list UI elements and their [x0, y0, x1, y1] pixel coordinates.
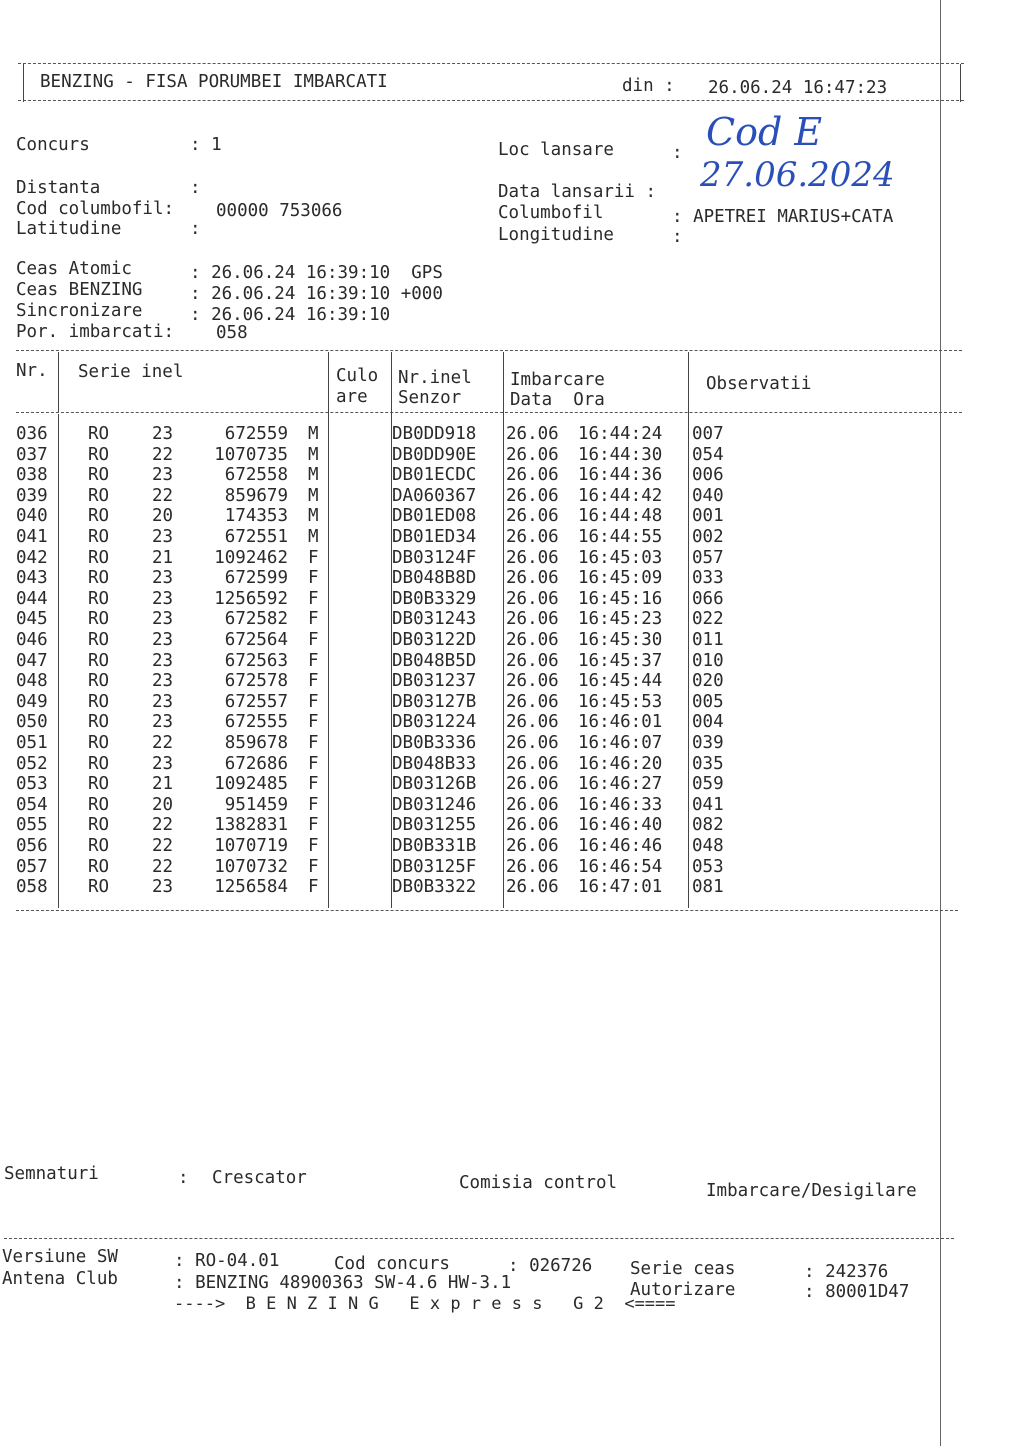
- row-sensor: DB03126B: [392, 774, 477, 795]
- cod-concurs-value: : 026726: [508, 1256, 593, 1276]
- longitudine-colon: :: [672, 227, 683, 247]
- row-nr: 036: [16, 424, 48, 444]
- row-nr: 049: [16, 691, 48, 712]
- row-ring-number: 672551: [224, 527, 288, 547]
- table-row: [16, 568, 736, 589]
- row-date: 26.06: [506, 568, 559, 589]
- row-sensor: DB031243: [392, 609, 477, 630]
- table-row: [16, 754, 736, 775]
- col-header-observatii: Observatii: [706, 374, 812, 394]
- table-row: [16, 527, 736, 548]
- row-sensor: DB01ECDC: [392, 465, 477, 486]
- row-country: RO: [88, 630, 110, 650]
- table-row: [16, 651, 736, 672]
- row-time: 16:46:33: [578, 794, 663, 815]
- row-sex: F: [308, 609, 319, 630]
- row-year: 22: [152, 856, 174, 877]
- col-header-imbarcare-1: Imbarcare: [510, 370, 605, 390]
- row-ring-number: 672564: [224, 630, 288, 650]
- row-sex: F: [308, 650, 319, 671]
- row-country: RO: [88, 650, 110, 671]
- table-header-rule: [16, 412, 962, 413]
- row-ring-number: 672582: [224, 609, 288, 630]
- row-date: 26.06: [506, 527, 559, 547]
- row-observatii: 041: [692, 794, 724, 815]
- table-top-rule: [16, 350, 962, 351]
- antena-club-value: : BENZING 48900363 SW-4.6 HW-3.1: [174, 1273, 512, 1293]
- row-country: RO: [88, 547, 110, 568]
- table-row: [16, 589, 736, 610]
- signature-crescator: Crescator: [212, 1168, 307, 1188]
- header-date-value: 26.06.24 16:47:23: [708, 78, 888, 98]
- table-row: [16, 733, 736, 754]
- row-sex: F: [308, 733, 319, 753]
- row-sex: F: [308, 671, 319, 692]
- row-time: 16:46:40: [578, 815, 663, 836]
- row-observatii: 006: [692, 465, 724, 486]
- row-sensor: DB01ED34: [392, 527, 477, 547]
- row-date: 26.06: [506, 609, 559, 630]
- row-time: 16:47:01: [578, 877, 663, 898]
- row-sensor: DB0DD90E: [392, 444, 477, 465]
- table-row: [16, 836, 736, 857]
- row-sex: F: [308, 794, 319, 815]
- row-ring-number: 672578: [224, 671, 288, 692]
- row-ring-number: 1092485: [214, 774, 288, 795]
- row-time: 16:44:55: [578, 527, 663, 547]
- loc-lansare-handwritten: Cod E: [706, 110, 823, 154]
- row-date: 26.06: [506, 856, 559, 877]
- row-date: 26.06: [506, 630, 559, 650]
- row-country: RO: [88, 856, 110, 877]
- row-observatii: 040: [692, 485, 724, 506]
- row-ring-number: 1070735: [214, 444, 288, 465]
- row-ring-number: 672599: [224, 568, 288, 589]
- row-sex: F: [308, 815, 319, 836]
- row-year: 23: [152, 465, 174, 486]
- row-year: 20: [152, 794, 174, 815]
- row-ring-number: 859678: [224, 733, 288, 753]
- serie-ceas-value: : 242376: [804, 1262, 889, 1282]
- header-left-border: [23, 64, 24, 102]
- row-ring-number: 1382831: [214, 815, 288, 836]
- table-row: [16, 506, 736, 527]
- row-observatii: 005: [692, 691, 724, 712]
- row-nr: 047: [16, 650, 48, 671]
- serie-ceas-label: Serie ceas: [630, 1259, 736, 1279]
- row-sensor: DB03124F: [392, 547, 477, 568]
- row-time: 16:44:48: [578, 506, 663, 527]
- autorizare-value: : 80001D47: [804, 1282, 910, 1302]
- row-year: 23: [152, 671, 174, 692]
- row-year: 23: [152, 650, 174, 671]
- row-country: RO: [88, 836, 110, 856]
- row-time: 16:46:27: [578, 774, 663, 795]
- ceas-benzing-value: : 26.06.24 16:39:10 +000: [190, 284, 443, 304]
- row-nr: 058: [16, 877, 48, 898]
- ceas-atomic-value: : 26.06.24 16:39:10 GPS: [190, 263, 443, 283]
- row-year: 21: [152, 547, 174, 568]
- row-sex: F: [308, 547, 319, 568]
- row-country: RO: [88, 568, 110, 589]
- row-observatii: 039: [692, 733, 724, 753]
- benzing-express-banner: ----> B E N Z I N G E x p r e s s G 2 <====: [174, 1294, 676, 1314]
- row-year: 23: [152, 691, 174, 712]
- table-bottom-rule: [16, 910, 958, 911]
- row-sensor: DB03125F: [392, 856, 477, 877]
- row-ring-number: 1070719: [214, 836, 288, 856]
- table-row: [16, 857, 736, 878]
- row-observatii: 007: [692, 424, 724, 444]
- row-nr: 039: [16, 485, 48, 506]
- autorizare-label: Autorizare: [630, 1280, 736, 1300]
- row-country: RO: [88, 588, 110, 609]
- row-time: 16:45:30: [578, 630, 663, 650]
- versiune-sw-value: : RO-04.01: [174, 1251, 280, 1271]
- versiune-sw-label: Versiune SW: [2, 1247, 118, 1267]
- row-ring-number: 951459: [224, 794, 288, 815]
- row-ring-number: 174353: [224, 506, 288, 527]
- row-year: 23: [152, 630, 174, 650]
- row-nr: 042: [16, 547, 48, 568]
- row-sensor: DB048B8D: [392, 568, 477, 589]
- row-country: RO: [88, 424, 110, 444]
- row-year: 23: [152, 568, 174, 589]
- row-year: 23: [152, 712, 174, 733]
- row-country: RO: [88, 774, 110, 795]
- row-nr: 041: [16, 527, 48, 547]
- row-nr: 056: [16, 836, 48, 856]
- row-time: 16:46:07: [578, 733, 663, 753]
- row-ring-number: 672559: [224, 424, 288, 444]
- row-nr: 048: [16, 671, 48, 692]
- row-observatii: 081: [692, 877, 724, 898]
- row-time: 16:46:20: [578, 753, 663, 774]
- row-sex: M: [308, 465, 319, 486]
- row-year: 23: [152, 753, 174, 774]
- row-country: RO: [88, 691, 110, 712]
- row-date: 26.06: [506, 650, 559, 671]
- row-observatii: 059: [692, 774, 724, 795]
- row-observatii: 011: [692, 630, 724, 650]
- distanta-colon: :: [190, 178, 201, 198]
- row-nr: 046: [16, 630, 48, 650]
- row-country: RO: [88, 712, 110, 733]
- row-nr: 057: [16, 856, 48, 877]
- row-observatii: 004: [692, 712, 724, 733]
- row-nr: 053: [16, 774, 48, 795]
- row-date: 26.06: [506, 588, 559, 609]
- row-nr: 044: [16, 588, 48, 609]
- row-ring-number: 1256584: [214, 877, 288, 898]
- row-nr: 050: [16, 712, 48, 733]
- row-date: 26.06: [506, 815, 559, 836]
- row-country: RO: [88, 465, 110, 486]
- row-nr: 045: [16, 609, 48, 630]
- antena-club-label: Antena Club: [2, 1269, 118, 1289]
- row-time: 16:45:44: [578, 671, 663, 692]
- row-nr: 051: [16, 733, 48, 753]
- row-observatii: 022: [692, 609, 724, 630]
- loc-lansare-colon: :: [672, 143, 683, 163]
- row-time: 16:45:53: [578, 691, 663, 712]
- row-nr: 038: [16, 465, 48, 486]
- table-row: [16, 671, 736, 692]
- row-time: 16:44:24: [578, 424, 663, 444]
- data-lansarii-label: Data lansarii :: [498, 182, 657, 202]
- row-country: RO: [88, 485, 110, 506]
- row-time: 16:45:23: [578, 609, 663, 630]
- row-time: 16:44:42: [578, 485, 663, 506]
- row-ring-number: 672555: [224, 712, 288, 733]
- cod-columbofil-label: Cod columbofil:: [16, 199, 175, 219]
- row-year: 23: [152, 609, 174, 630]
- table-row: [16, 445, 736, 466]
- table-row: [16, 795, 736, 816]
- row-date: 26.06: [506, 733, 559, 753]
- row-time: 16:45:37: [578, 650, 663, 671]
- latitudine-colon: :: [190, 219, 201, 239]
- row-sensor: DB0B3322: [392, 877, 477, 898]
- row-sex: M: [308, 506, 319, 527]
- row-country: RO: [88, 733, 110, 753]
- row-year: 22: [152, 733, 174, 753]
- col-header-culoare-1: Culo: [336, 366, 379, 386]
- col-header-inel-1: Nr.inel: [398, 368, 472, 388]
- row-sensor: DB0DD918: [392, 424, 477, 444]
- row-observatii: 002: [692, 527, 724, 547]
- row-sex: M: [308, 485, 319, 506]
- row-sex: M: [308, 444, 319, 465]
- row-sex: F: [308, 836, 319, 856]
- col-sep-nr: [58, 352, 59, 412]
- row-sensor: DB031246: [392, 794, 477, 815]
- row-year: 23: [152, 588, 174, 609]
- row-time: 16:45:03: [578, 547, 663, 568]
- table-row: [16, 877, 736, 898]
- row-country: RO: [88, 506, 110, 527]
- row-ring-number: 1256592: [214, 588, 288, 609]
- cod-concurs-label: Cod concurs: [334, 1254, 450, 1274]
- row-sensor: DB0B3336: [392, 733, 477, 753]
- row-date: 26.06: [506, 485, 559, 506]
- columbofil-label: Columbofil: [498, 203, 604, 223]
- col-header-serie: Serie inel: [78, 362, 184, 382]
- header-date-label: din :: [622, 76, 675, 96]
- row-country: RO: [88, 877, 110, 898]
- loc-lansare-label: Loc lansare: [498, 140, 614, 160]
- sincronizare-value: : 26.06.24 16:39:10: [190, 305, 391, 325]
- header-top-rule: [18, 63, 964, 64]
- row-date: 26.06: [506, 753, 559, 774]
- row-time: 16:46:01: [578, 712, 663, 733]
- data-lansarii-handwritten: 27.06.2024: [700, 155, 895, 195]
- row-nr: 055: [16, 815, 48, 836]
- row-observatii: 010: [692, 650, 724, 671]
- row-observatii: 082: [692, 815, 724, 836]
- row-year: 22: [152, 815, 174, 836]
- row-date: 26.06: [506, 794, 559, 815]
- row-time: 16:44:30: [578, 444, 663, 465]
- row-date: 26.06: [506, 465, 559, 486]
- table-row: [16, 424, 736, 445]
- latitudine-label: Latitudine: [16, 219, 122, 239]
- row-time: 16:46:46: [578, 836, 663, 856]
- row-observatii: 054: [692, 444, 724, 465]
- row-sex: F: [308, 588, 319, 609]
- row-country: RO: [88, 815, 110, 836]
- row-sensor: DB031255: [392, 815, 477, 836]
- row-observatii: 048: [692, 836, 724, 856]
- row-country: RO: [88, 794, 110, 815]
- row-time: 16:46:54: [578, 856, 663, 877]
- distanta-label: Distanta: [16, 178, 101, 198]
- row-date: 26.06: [506, 444, 559, 465]
- row-sex: F: [308, 630, 319, 650]
- row-sensor: DB031224: [392, 712, 477, 733]
- row-country: RO: [88, 753, 110, 774]
- row-sensor: DB048B5D: [392, 650, 477, 671]
- row-observatii: 033: [692, 568, 724, 589]
- longitudine-label: Longitudine: [498, 225, 614, 245]
- table-row: [16, 630, 736, 651]
- cod-columbofil-value: 00000 753066: [216, 201, 343, 221]
- row-sex: M: [308, 424, 319, 444]
- ceas-atomic-label: Ceas Atomic: [16, 259, 132, 279]
- row-nr: 040: [16, 506, 48, 527]
- table-row: [16, 692, 736, 713]
- row-country: RO: [88, 444, 110, 465]
- row-sensor: DB03127B: [392, 691, 477, 712]
- row-sex: F: [308, 877, 319, 898]
- col-header-imbarcare-2: Data Ora: [510, 390, 605, 410]
- table-row: [16, 774, 736, 795]
- row-sex: M: [308, 527, 319, 547]
- header-right-border: [960, 64, 961, 102]
- row-time: 16:45:09: [578, 568, 663, 589]
- table-row: [16, 815, 736, 836]
- row-ring-number: 859679: [224, 485, 288, 506]
- col-header-culoare-2: are: [336, 387, 368, 407]
- row-sensor: DB01ED08: [392, 506, 477, 527]
- footer-rule: [4, 1238, 954, 1239]
- row-date: 26.06: [506, 506, 559, 527]
- row-sex: F: [308, 712, 319, 733]
- header-bottom-rule: [18, 100, 964, 101]
- porumbei-imbarcati-label: Por. imbarcati:: [16, 322, 175, 342]
- page-edge-rule: [940, 0, 941, 1446]
- row-sex: F: [308, 568, 319, 589]
- row-ring-number: 672563: [224, 650, 288, 671]
- row-country: RO: [88, 671, 110, 692]
- row-date: 26.06: [506, 877, 559, 898]
- row-sensor: DB048B33: [392, 753, 477, 774]
- row-time: 16:45:16: [578, 588, 663, 609]
- semnaturi-colon: :: [178, 1168, 189, 1188]
- row-sensor: DB03122D: [392, 630, 477, 650]
- row-year: 20: [152, 506, 174, 527]
- row-sex: F: [308, 753, 319, 774]
- row-ring-number: 1092462: [214, 547, 288, 568]
- row-date: 26.06: [506, 547, 559, 568]
- table-row: [16, 465, 736, 486]
- row-observatii: 057: [692, 547, 724, 568]
- col-header-inel-2: Senzor: [398, 388, 462, 408]
- signature-comisia-control: Comisia control: [459, 1173, 618, 1193]
- columbofil-value: : APETREI MARIUS+CATA: [672, 207, 894, 227]
- row-ring-number: 672557: [224, 691, 288, 712]
- concurs-value: : 1: [190, 135, 222, 155]
- page-title: BENZING - FISA PORUMBEI IMBARCATI: [40, 72, 388, 92]
- row-nr: 052: [16, 753, 48, 774]
- table-row: [16, 712, 736, 733]
- row-country: RO: [88, 609, 110, 630]
- row-year: 21: [152, 774, 174, 795]
- row-year: 22: [152, 444, 174, 465]
- row-date: 26.06: [506, 691, 559, 712]
- row-observatii: 035: [692, 753, 724, 774]
- row-year: 23: [152, 877, 174, 898]
- row-observatii: 053: [692, 856, 724, 877]
- porumbei-imbarcati-value: 058: [216, 323, 248, 343]
- row-observatii: 066: [692, 588, 724, 609]
- row-sensor: DB031237: [392, 671, 477, 692]
- sincronizare-label: Sincronizare: [16, 301, 143, 321]
- semnaturi-label: Semnaturi: [4, 1164, 99, 1184]
- ceas-benzing-label: Ceas BENZING: [16, 280, 143, 300]
- row-observatii: 001: [692, 506, 724, 527]
- row-sex: F: [308, 856, 319, 877]
- col-header-nr: Nr.: [16, 361, 48, 381]
- row-year: 23: [152, 424, 174, 444]
- row-time: 16:44:36: [578, 465, 663, 486]
- row-sensor: DB0B3329: [392, 588, 477, 609]
- row-ring-number: 672686: [224, 753, 288, 774]
- row-date: 26.06: [506, 774, 559, 795]
- row-sex: F: [308, 774, 319, 795]
- row-ring-number: 1070732: [214, 856, 288, 877]
- row-sensor: DA060367: [392, 485, 477, 506]
- row-nr: 054: [16, 794, 48, 815]
- row-country: RO: [88, 527, 110, 547]
- signature-imbarcare-desigilare: Imbarcare/Desigilare: [706, 1181, 917, 1201]
- row-nr: 037: [16, 444, 48, 465]
- row-date: 26.06: [506, 712, 559, 733]
- row-year: 22: [152, 485, 174, 506]
- table-row: [16, 548, 736, 569]
- row-date: 26.06: [506, 424, 559, 444]
- row-sex: F: [308, 691, 319, 712]
- row-year: 22: [152, 836, 174, 856]
- row-nr: 043: [16, 568, 48, 589]
- row-observatii: 020: [692, 671, 724, 692]
- row-year: 23: [152, 527, 174, 547]
- row-ring-number: 672558: [224, 465, 288, 486]
- concurs-label: Concurs: [16, 135, 90, 155]
- table-row: [16, 486, 736, 507]
- row-date: 26.06: [506, 836, 559, 856]
- table-row: [16, 609, 736, 630]
- row-date: 26.06: [506, 671, 559, 692]
- row-sensor: DB0B331B: [392, 836, 477, 856]
